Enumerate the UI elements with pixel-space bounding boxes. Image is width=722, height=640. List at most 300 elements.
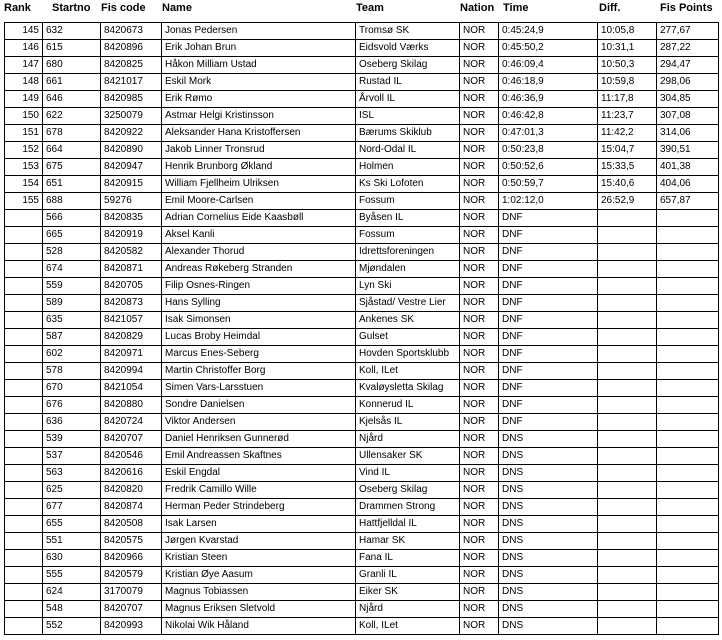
cell-diff: 26:52,9 xyxy=(598,193,657,210)
header-diff: Diff. xyxy=(599,2,621,14)
cell-startno: 655 xyxy=(43,516,101,533)
cell-fiscode: 8420947 xyxy=(101,159,162,176)
cell-name: Erik Rømo xyxy=(162,91,356,108)
cell-fispoints xyxy=(657,227,719,244)
cell-team: Nord-Odal IL xyxy=(356,142,460,159)
cell-name: Henrik Brunborg Økland xyxy=(162,159,356,176)
cell-time: DNS xyxy=(499,550,598,567)
cell-startno: 559 xyxy=(43,278,101,295)
cell-fiscode: 8420705 xyxy=(101,278,162,295)
cell-team: Fossum xyxy=(356,193,460,210)
cell-fiscode: 8420966 xyxy=(101,550,162,567)
cell-fispoints xyxy=(657,210,719,227)
cell-time: DNF xyxy=(499,261,598,278)
cell-fiscode: 8420820 xyxy=(101,482,162,499)
cell-team: Eidsvold Værks xyxy=(356,40,460,57)
cell-fispoints xyxy=(657,295,719,312)
cell-fispoints: 401,38 xyxy=(657,159,719,176)
cell-team: Njård xyxy=(356,601,460,618)
cell-diff xyxy=(598,329,657,346)
cell-fispoints xyxy=(657,516,719,533)
cell-fiscode: 8420896 xyxy=(101,40,162,57)
cell-name: Filip Osnes-Ringen xyxy=(162,278,356,295)
cell-startno: 675 xyxy=(43,159,101,176)
table-row xyxy=(5,227,719,244)
cell-nation: NOR xyxy=(460,278,499,295)
cell-nation: NOR xyxy=(460,125,499,142)
cell-nation: NOR xyxy=(460,380,499,397)
cell-name: Lucas Broby Heimdal xyxy=(162,329,356,346)
cell-fispoints xyxy=(657,261,719,278)
cell-fispoints xyxy=(657,346,719,363)
cell-rank: 150 xyxy=(5,108,43,125)
cell-time: 1:02:12,0 xyxy=(499,193,598,210)
cell-startno: 548 xyxy=(43,601,101,618)
cell-team: Ks Ski Lofoten xyxy=(356,176,460,193)
cell-rank xyxy=(5,516,43,533)
cell-team: Ullensaker SK xyxy=(356,448,460,465)
cell-startno: 636 xyxy=(43,414,101,431)
cell-startno: 624 xyxy=(43,584,101,601)
cell-time: DNS xyxy=(499,533,598,550)
cell-fispoints xyxy=(657,584,719,601)
table-row xyxy=(5,108,719,125)
cell-fispoints: 298,06 xyxy=(657,74,719,91)
cell-fiscode: 8420915 xyxy=(101,176,162,193)
cell-fispoints: 657,87 xyxy=(657,193,719,210)
cell-diff: 11:17,8 xyxy=(598,91,657,108)
cell-rank xyxy=(5,567,43,584)
cell-nation: NOR xyxy=(460,499,499,516)
header-startno: Startno xyxy=(52,2,91,14)
table-row xyxy=(5,23,719,40)
cell-team: Holmen xyxy=(356,159,460,176)
cell-time: DNS xyxy=(499,601,598,618)
header-name: Name xyxy=(162,2,192,14)
cell-rank xyxy=(5,278,43,295)
cell-name: Kristian Steen xyxy=(162,550,356,567)
cell-fiscode: 8420993 xyxy=(101,618,162,635)
cell-startno: 615 xyxy=(43,40,101,57)
cell-startno: 678 xyxy=(43,125,101,142)
cell-nation: NOR xyxy=(460,567,499,584)
cell-name: Martin Christoffer Borg xyxy=(162,363,356,380)
cell-name: Hans Sylling xyxy=(162,295,356,312)
cell-diff xyxy=(598,431,657,448)
cell-fispoints: 304,85 xyxy=(657,91,719,108)
table-row xyxy=(5,550,719,567)
cell-time: 0:46:09,4 xyxy=(499,57,598,74)
cell-startno: 566 xyxy=(43,210,101,227)
cell-nation: NOR xyxy=(460,142,499,159)
table-row xyxy=(5,329,719,346)
cell-rank: 154 xyxy=(5,176,43,193)
cell-rank xyxy=(5,414,43,431)
cell-startno: 551 xyxy=(43,533,101,550)
cell-time: DNF xyxy=(499,210,598,227)
cell-fispoints xyxy=(657,312,719,329)
cell-time: DNS xyxy=(499,465,598,482)
cell-fispoints xyxy=(657,397,719,414)
cell-diff: 15:40,6 xyxy=(598,176,657,193)
header-fiscode: Fis code xyxy=(101,2,146,14)
cell-diff xyxy=(598,448,657,465)
cell-name: Sondre Danielsen xyxy=(162,397,356,414)
cell-nation: NOR xyxy=(460,40,499,57)
cell-time: DNF xyxy=(499,227,598,244)
cell-fiscode: 8420582 xyxy=(101,244,162,261)
header-fispoints: Fis Points xyxy=(660,2,713,14)
cell-diff xyxy=(598,601,657,618)
cell-diff xyxy=(598,363,657,380)
header-nation: Nation xyxy=(460,2,495,14)
table-row xyxy=(5,57,719,74)
table-row xyxy=(5,397,719,414)
cell-diff xyxy=(598,550,657,567)
cell-time: 0:50:59,7 xyxy=(499,176,598,193)
cell-nation: NOR xyxy=(460,431,499,448)
cell-nation: NOR xyxy=(460,312,499,329)
cell-team: Rustad IL xyxy=(356,74,460,91)
cell-rank xyxy=(5,618,43,635)
cell-name: Simen Vars-Larsstuen xyxy=(162,380,356,397)
cell-fispoints xyxy=(657,601,719,618)
cell-fiscode: 8420985 xyxy=(101,91,162,108)
cell-team: Konnerud IL xyxy=(356,397,460,414)
table-row xyxy=(5,618,719,635)
cell-startno: 665 xyxy=(43,227,101,244)
table-row xyxy=(5,295,719,312)
cell-name: Erik Johan Brun xyxy=(162,40,356,57)
cell-team: Oseberg Skilag xyxy=(356,57,460,74)
cell-fiscode: 8420575 xyxy=(101,533,162,550)
cell-fiscode: 8420546 xyxy=(101,448,162,465)
cell-team: Njård xyxy=(356,431,460,448)
cell-nation: NOR xyxy=(460,295,499,312)
cell-rank xyxy=(5,482,43,499)
cell-diff xyxy=(598,414,657,431)
cell-time: DNF xyxy=(499,312,598,329)
cell-startno: 664 xyxy=(43,142,101,159)
cell-time: DNF xyxy=(499,295,598,312)
cell-team: Byåsen IL xyxy=(356,210,460,227)
table-row xyxy=(5,193,719,210)
cell-diff: 10:05,8 xyxy=(598,23,657,40)
cell-startno: 552 xyxy=(43,618,101,635)
table-row xyxy=(5,210,719,227)
cell-startno: 537 xyxy=(43,448,101,465)
cell-fiscode: 8420835 xyxy=(101,210,162,227)
cell-nation: NOR xyxy=(460,261,499,278)
cell-name: Emil Andreassen Skaftnes xyxy=(162,448,356,465)
cell-name: Marcus Enes-Seberg xyxy=(162,346,356,363)
cell-nation: NOR xyxy=(460,91,499,108)
cell-fiscode: 8420971 xyxy=(101,346,162,363)
cell-name: Astmar Helgi Kristinsson xyxy=(162,108,356,125)
cell-team: Tromsø SK xyxy=(356,23,460,40)
results-table xyxy=(4,22,719,635)
cell-name: Jakob Linner Tronsrud xyxy=(162,142,356,159)
table-row xyxy=(5,533,719,550)
cell-nation: NOR xyxy=(460,193,499,210)
table-row xyxy=(5,414,719,431)
cell-diff xyxy=(598,567,657,584)
cell-diff xyxy=(598,465,657,482)
cell-startno: 630 xyxy=(43,550,101,567)
cell-team: Fana IL xyxy=(356,550,460,567)
cell-fiscode: 8421017 xyxy=(101,74,162,91)
cell-time: 0:45:50,2 xyxy=(499,40,598,57)
cell-fispoints xyxy=(657,482,719,499)
cell-rank xyxy=(5,448,43,465)
cell-fiscode: 8420616 xyxy=(101,465,162,482)
cell-rank: 146 xyxy=(5,40,43,57)
cell-name: Eskil Engdal xyxy=(162,465,356,482)
cell-nation: NOR xyxy=(460,108,499,125)
cell-team: ISL xyxy=(356,108,460,125)
table-row xyxy=(5,40,719,57)
cell-name: Herman Peder Strindeberg xyxy=(162,499,356,516)
cell-diff xyxy=(598,618,657,635)
cell-rank xyxy=(5,363,43,380)
cell-fispoints xyxy=(657,244,719,261)
cell-time: DNS xyxy=(499,567,598,584)
cell-fiscode: 8420880 xyxy=(101,397,162,414)
cell-startno: 589 xyxy=(43,295,101,312)
cell-startno: 661 xyxy=(43,74,101,91)
cell-fiscode: 8420829 xyxy=(101,329,162,346)
cell-nation: NOR xyxy=(460,618,499,635)
cell-name: Alexander Thorud xyxy=(162,244,356,261)
cell-rank: 155 xyxy=(5,193,43,210)
cell-startno: 587 xyxy=(43,329,101,346)
cell-fiscode: 8420871 xyxy=(101,261,162,278)
cell-rank xyxy=(5,295,43,312)
cell-name: Jonas Pedersen xyxy=(162,23,356,40)
cell-name: Emil Moore-Carlsen xyxy=(162,193,356,210)
cell-diff xyxy=(598,244,657,261)
table-row xyxy=(5,465,719,482)
cell-time: DNF xyxy=(499,329,598,346)
cell-nation: NOR xyxy=(460,159,499,176)
cell-fispoints: 404,06 xyxy=(657,176,719,193)
cell-team: Kvaløysletta Skilag xyxy=(356,380,460,397)
cell-startno: 602 xyxy=(43,346,101,363)
cell-fispoints xyxy=(657,414,719,431)
cell-startno: 688 xyxy=(43,193,101,210)
table-row xyxy=(5,601,719,618)
cell-name: Isak Larsen xyxy=(162,516,356,533)
cell-rank xyxy=(5,210,43,227)
cell-team: Eiker SK xyxy=(356,584,460,601)
cell-team: Lyn Ski xyxy=(356,278,460,295)
cell-diff: 10:59,8 xyxy=(598,74,657,91)
cell-nation: NOR xyxy=(460,329,499,346)
cell-diff xyxy=(598,584,657,601)
cell-name: Andreas Røkeberg Stranden xyxy=(162,261,356,278)
cell-team: Gulset xyxy=(356,329,460,346)
cell-name: Isak Simonsen xyxy=(162,312,356,329)
cell-fiscode: 59276 xyxy=(101,193,162,210)
cell-diff: 11:23,7 xyxy=(598,108,657,125)
cell-nation: NOR xyxy=(460,210,499,227)
cell-team: Koll, ILet xyxy=(356,618,460,635)
cell-time: 0:46:36,9 xyxy=(499,91,598,108)
cell-nation: NOR xyxy=(460,57,499,74)
cell-rank: 147 xyxy=(5,57,43,74)
cell-nation: NOR xyxy=(460,74,499,91)
cell-fispoints: 294,47 xyxy=(657,57,719,74)
cell-team: Idrettsforeningen xyxy=(356,244,460,261)
table-row xyxy=(5,346,719,363)
cell-rank: 151 xyxy=(5,125,43,142)
cell-time: 0:47:01,3 xyxy=(499,125,598,142)
cell-team: Sjåstad/ Vestre Lier xyxy=(356,295,460,312)
cell-fispoints xyxy=(657,448,719,465)
cell-time: DNS xyxy=(499,499,598,516)
cell-startno: 632 xyxy=(43,23,101,40)
table-row xyxy=(5,74,719,91)
cell-nation: NOR xyxy=(460,23,499,40)
cell-fiscode: 8420825 xyxy=(101,57,162,74)
cell-nation: NOR xyxy=(460,516,499,533)
cell-startno: 674 xyxy=(43,261,101,278)
cell-rank xyxy=(5,244,43,261)
table-row xyxy=(5,363,719,380)
cell-rank xyxy=(5,550,43,567)
table-row xyxy=(5,278,719,295)
cell-rank xyxy=(5,533,43,550)
cell-nation: NOR xyxy=(460,397,499,414)
cell-fispoints: 307,08 xyxy=(657,108,719,125)
cell-team: Drammen Strong xyxy=(356,499,460,516)
table-row xyxy=(5,125,719,142)
cell-team: Kjelsås IL xyxy=(356,414,460,431)
cell-time: DNS xyxy=(499,448,598,465)
cell-diff xyxy=(598,516,657,533)
cell-rank xyxy=(5,227,43,244)
cell-diff xyxy=(598,210,657,227)
cell-team: Fossum xyxy=(356,227,460,244)
cell-fispoints xyxy=(657,431,719,448)
cell-startno: 680 xyxy=(43,57,101,74)
table-row xyxy=(5,499,719,516)
cell-startno: 635 xyxy=(43,312,101,329)
cell-startno: 651 xyxy=(43,176,101,193)
cell-diff xyxy=(598,312,657,329)
cell-startno: 646 xyxy=(43,91,101,108)
cell-rank xyxy=(5,380,43,397)
cell-rank xyxy=(5,329,43,346)
cell-team: Mjøndalen xyxy=(356,261,460,278)
cell-time: DNS xyxy=(499,618,598,635)
cell-nation: NOR xyxy=(460,465,499,482)
cell-time: DNF xyxy=(499,363,598,380)
cell-rank xyxy=(5,397,43,414)
cell-diff xyxy=(598,227,657,244)
cell-nation: NOR xyxy=(460,414,499,431)
cell-team: Hattfjelldal IL xyxy=(356,516,460,533)
cell-team: Vind IL xyxy=(356,465,460,482)
cell-diff xyxy=(598,278,657,295)
table-row xyxy=(5,244,719,261)
cell-fispoints xyxy=(657,278,719,295)
cell-fiscode: 8420673 xyxy=(101,23,162,40)
cell-name: Adrian Cornelius Eide Kaasbøll xyxy=(162,210,356,227)
cell-time: DNF xyxy=(499,414,598,431)
cell-fispoints xyxy=(657,363,719,380)
results-header xyxy=(0,0,722,18)
table-row xyxy=(5,176,719,193)
cell-fiscode: 8420874 xyxy=(101,499,162,516)
cell-team: Årvoll IL xyxy=(356,91,460,108)
cell-nation: NOR xyxy=(460,244,499,261)
cell-fispoints xyxy=(657,465,719,482)
cell-nation: NOR xyxy=(460,550,499,567)
cell-fiscode: 3170079 xyxy=(101,584,162,601)
cell-team: Granli IL xyxy=(356,567,460,584)
cell-name: Viktor Andersen xyxy=(162,414,356,431)
cell-rank: 153 xyxy=(5,159,43,176)
cell-name: Aleksander Hana Kristoffersen xyxy=(162,125,356,142)
cell-fispoints xyxy=(657,380,719,397)
cell-rank xyxy=(5,346,43,363)
cell-team: Hovden Sportsklubb xyxy=(356,346,460,363)
cell-time: 0:46:18,9 xyxy=(499,74,598,91)
header-time: Time xyxy=(503,2,529,14)
table-row xyxy=(5,380,719,397)
cell-diff: 10:31,1 xyxy=(598,40,657,57)
cell-startno: 670 xyxy=(43,380,101,397)
cell-fispoints xyxy=(657,329,719,346)
cell-rank xyxy=(5,601,43,618)
cell-fiscode: 8420508 xyxy=(101,516,162,533)
cell-rank xyxy=(5,312,43,329)
table-row xyxy=(5,567,719,584)
cell-name: Daniel Henriksen Gunnerød xyxy=(162,431,356,448)
cell-fiscode: 8420919 xyxy=(101,227,162,244)
cell-fiscode: 8420922 xyxy=(101,125,162,142)
cell-rank: 145 xyxy=(5,23,43,40)
cell-startno: 555 xyxy=(43,567,101,584)
cell-time: 0:45:24,9 xyxy=(499,23,598,40)
cell-fiscode: 8420707 xyxy=(101,431,162,448)
cell-fispoints: 390,51 xyxy=(657,142,719,159)
cell-nation: NOR xyxy=(460,448,499,465)
table-row xyxy=(5,142,719,159)
cell-name: Fredrik Camillo Wille xyxy=(162,482,356,499)
cell-diff xyxy=(598,533,657,550)
cell-team: Bærums Skiklub xyxy=(356,125,460,142)
cell-team: Ankenes SK xyxy=(356,312,460,329)
cell-fiscode: 8421054 xyxy=(101,380,162,397)
cell-diff: 15:04,7 xyxy=(598,142,657,159)
table-row xyxy=(5,312,719,329)
table-row xyxy=(5,159,719,176)
cell-startno: 528 xyxy=(43,244,101,261)
cell-rank xyxy=(5,465,43,482)
cell-time: DNS xyxy=(499,482,598,499)
cell-startno: 539 xyxy=(43,431,101,448)
cell-nation: NOR xyxy=(460,227,499,244)
cell-name: William Fjellheim Ulriksen xyxy=(162,176,356,193)
cell-diff xyxy=(598,380,657,397)
cell-fispoints xyxy=(657,533,719,550)
table-row xyxy=(5,584,719,601)
cell-fiscode: 8420724 xyxy=(101,414,162,431)
cell-diff xyxy=(598,397,657,414)
cell-time: DNF xyxy=(499,244,598,261)
